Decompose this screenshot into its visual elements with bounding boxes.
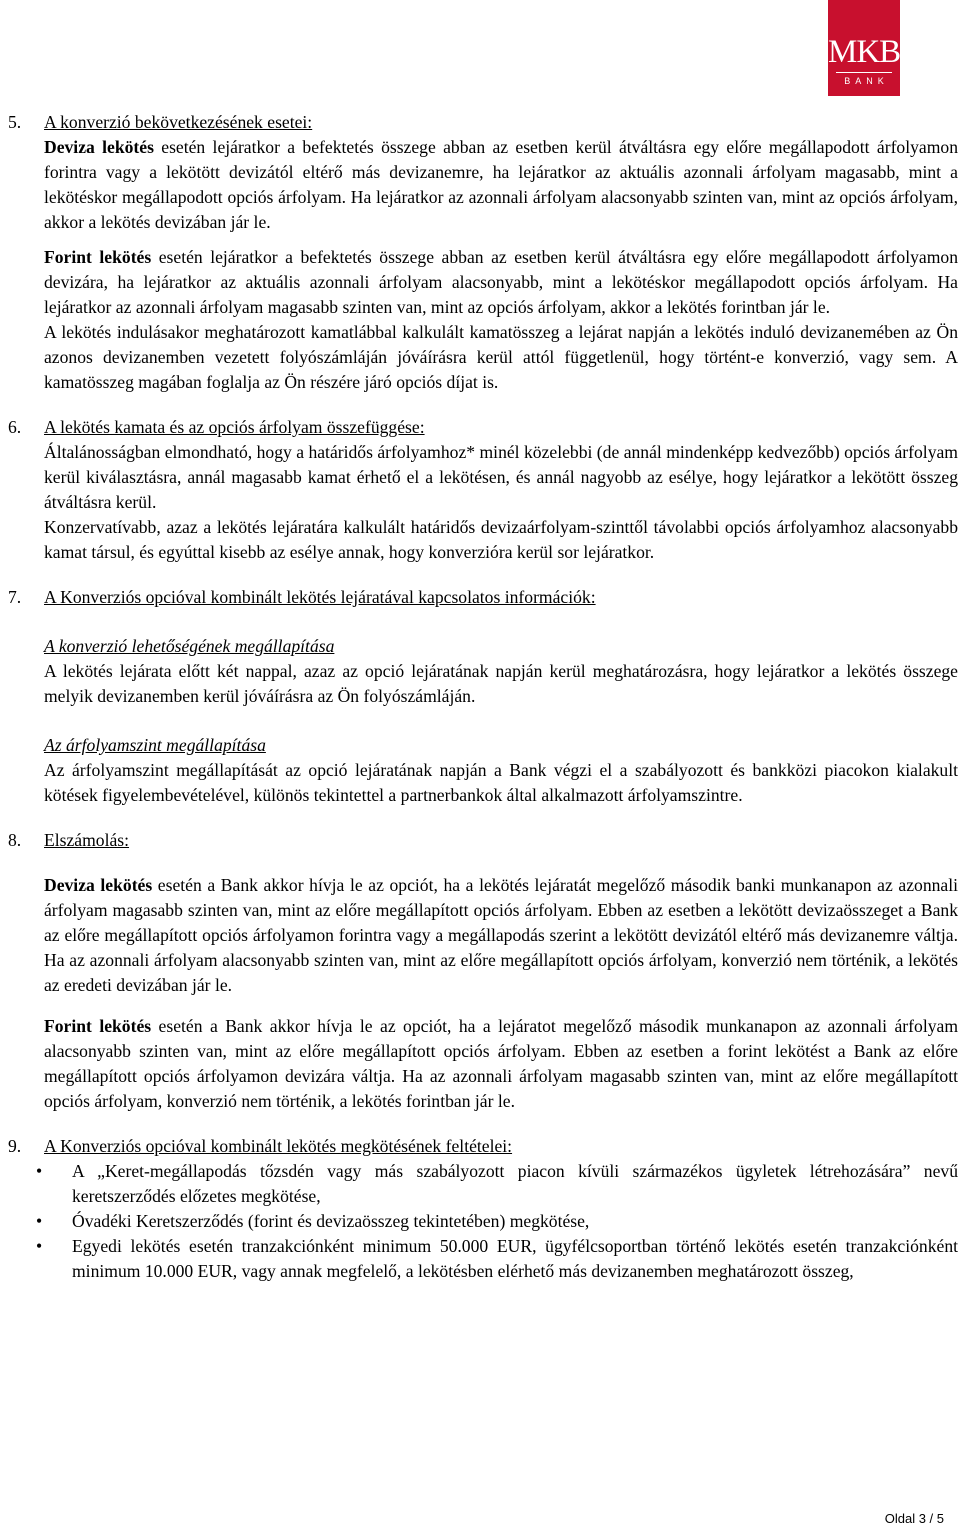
paragraph-text: esetén lejáratkor a befektetés összege abban az esetben kerül átváltásra egy előre megállapodott árfolyamon devizára, ha lejáratkor az aktuális azonnali árfolyam alacsonyabb, mint a lekötéskor megállapodott opciós árfolyam. Ha lejáratkor az azonnali árfolyam magasabb szinten van, mint az opciós árfolyam, akkor a lekötés forintban jár le.	[44, 247, 958, 317]
section-heading: A konverzió bekövetkezésének esetei:	[44, 112, 313, 132]
paragraph	[44, 1014, 958, 1114]
section-number: 8.	[8, 830, 22, 850]
section-heading: A Konverziós opcióval kombinált lekötés lejáratával kapcsolatos információk:	[44, 587, 596, 607]
page-number: Oldal 3 / 5	[884, 1511, 944, 1526]
conditions-list	[8, 1159, 958, 1284]
paragraph	[44, 245, 958, 320]
logo-divider	[836, 72, 892, 73]
paragraph-text: esetén a Bank akkor hívja le az opciót, ha a lejáratot megelőző második munkanapon az azonnali árfolyam alacsonyabb szinten van, mint az előre megállapított opciós árfolyam. Ebben az esetben a forint lekötést a Bank az előre megállapított opciós árfolyamon devizára váltja. Ha az azonnali árfolyam magasabb szinten van, mint az előre megállapított opciós árfolyam, konverzió nem történik, a lekötés forintban jár le.	[44, 1016, 959, 1111]
section-7	[8, 585, 958, 808]
section-heading: A Konverziós opcióval kombinált lekötés megkötésének feltételei:	[44, 1136, 513, 1156]
paragraph: Az árfolyamszint megállapítását az opció lejáratának napján a Bank végzi el a szabályozott és bankközi piacokon kialakult kötések figyelembevételével, különös tekintettel a partnerbankok által alkalmazott árfolyamszintre.	[44, 760, 958, 805]
section-8	[8, 828, 958, 1114]
bold-term: Forint lekötés	[44, 247, 152, 267]
section-heading: Elszámolás:	[44, 830, 130, 850]
bullet-icon: •	[36, 1211, 43, 1231]
list-item	[8, 1234, 958, 1284]
mkb-bank-logo	[828, 0, 900, 96]
bold-term: Forint lekötés	[44, 1016, 152, 1036]
subheading: Az árfolyamszint megállapítása	[44, 735, 266, 755]
section-number: 9.	[8, 1136, 22, 1156]
logo-text: MKB	[828, 34, 901, 70]
document-body	[8, 110, 958, 1284]
section-6	[8, 415, 958, 565]
logo-subtext: BANK	[844, 76, 889, 86]
list-item-text: Egyedi lekötés esetén tranzakciónként minimum 50.000 EUR, ügyfélcsoportban történő lekötés esetén tranzakciónként minimum 10.000 EUR, vagy annak megfelelő, a lekötésben elérhető más devizanemben meghatározott összeg,	[72, 1236, 958, 1281]
list-item-text: Óvadéki Keretszerződés (forint és devizaösszeg tekintetében) megkötése,	[72, 1211, 590, 1231]
paragraph: Általánosságban elmondható, hogy a határidős árfolyamhoz* minél közelebbi (de annál mindenképp kedvezőbb) opciós árfolyam kerül kiválasztásra, annál magasabb kamat érhető el a lekötésen, és annál nagyobb az esélye, hogy lejáratkor a lekötött összeg átváltásra kerül.	[44, 442, 958, 512]
bold-term: Deviza lekötés	[44, 137, 154, 157]
section-5	[8, 110, 958, 395]
paragraph: A lekötés indulásakor meghatározott kamatlábbal kalkulált kamatösszeg a lejárat napján a lekötés induló devizanemében az Ön azonos devizanemben vezetett folyószámláján jóváírásra kerül attól függetlenül, hogy történt-e konverzió, vagy sem. A kamatösszeg magában foglalja az Ön részére járó opciós díjat is.	[44, 322, 958, 392]
bullet-icon: •	[36, 1236, 43, 1256]
section-number: 5.	[8, 112, 22, 132]
paragraph: A lekötés lejárata előtt két nappal, azaz az opció lejáratának napján kerül meghatározásra, hogy lejáratkor a lekötés összege melyik devizanemben kerül jóváírásra az Ön folyószámláján.	[44, 661, 958, 706]
paragraph-text: esetén lejáratkor a befektetés összege abban az esetben kerül átváltásra egy előre megállapodott árfolyamon forintra vagy a lekötött devizától eltérő más devizanemre, ha lejáratkor az aktuális azonnali árfolyam magasabb, mint a lekötéskor megállapodott opciós árfolyam. Ha lejáratkor az azonnali árfolyam alacsonyabb szinten van, mint az opciós árfolyam, akkor a lekötés devizában jár le.	[44, 137, 958, 232]
paragraph: Konzervatívabb, azaz a lekötés lejáratára kalkulált határidős devizaárfolyam-szinttől távolabbi opciós árfolyamhoz alacsonyabb kamat társul, és egyúttal kisebb az esélye annak, hogy konverzióra kerül sor lejáratkor.	[44, 517, 958, 562]
paragraph-text: esetén a Bank akkor hívja le az opciót, ha a lekötés lejáratát megelőző második banki munkanapon az azonnali árfolyam magasabb szinten van, mint az előre megállapított opciós árfolyam. Ebben az esetben a lekötött devizaösszeget a Bank az előre megállapított opciós árfolyamon forintra vagy a megállapodás szerint a lekötött devizától eltérő más devizanemre váltja. Ha az azonnali árfolyam alacsonyabb szinten van, mint az előre megállapított opciós árfolyam, konverzió nem történik, a lekötés az eredeti devizában jár le.	[44, 875, 958, 995]
bullet-icon: •	[36, 1161, 43, 1181]
section-9	[8, 1134, 958, 1284]
section-number: 7.	[8, 587, 22, 607]
paragraph	[44, 135, 958, 235]
section-number: 6.	[8, 417, 22, 437]
list-item-text: A „Keret-megállapodás tőzsdén vagy más szabályozott piacon kívüli származékos ügyletek létrehozására” nevű keretszerződés előzetes megkötése,	[72, 1161, 958, 1206]
subheading: A konverzió lehetőségének megállapítása	[44, 636, 335, 656]
list-item	[8, 1209, 958, 1234]
list-item	[8, 1159, 958, 1209]
section-heading: A lekötés kamata és az opciós árfolyam összefüggése:	[44, 417, 425, 437]
bold-term: Deviza lekötés	[44, 875, 153, 895]
paragraph	[44, 873, 958, 998]
